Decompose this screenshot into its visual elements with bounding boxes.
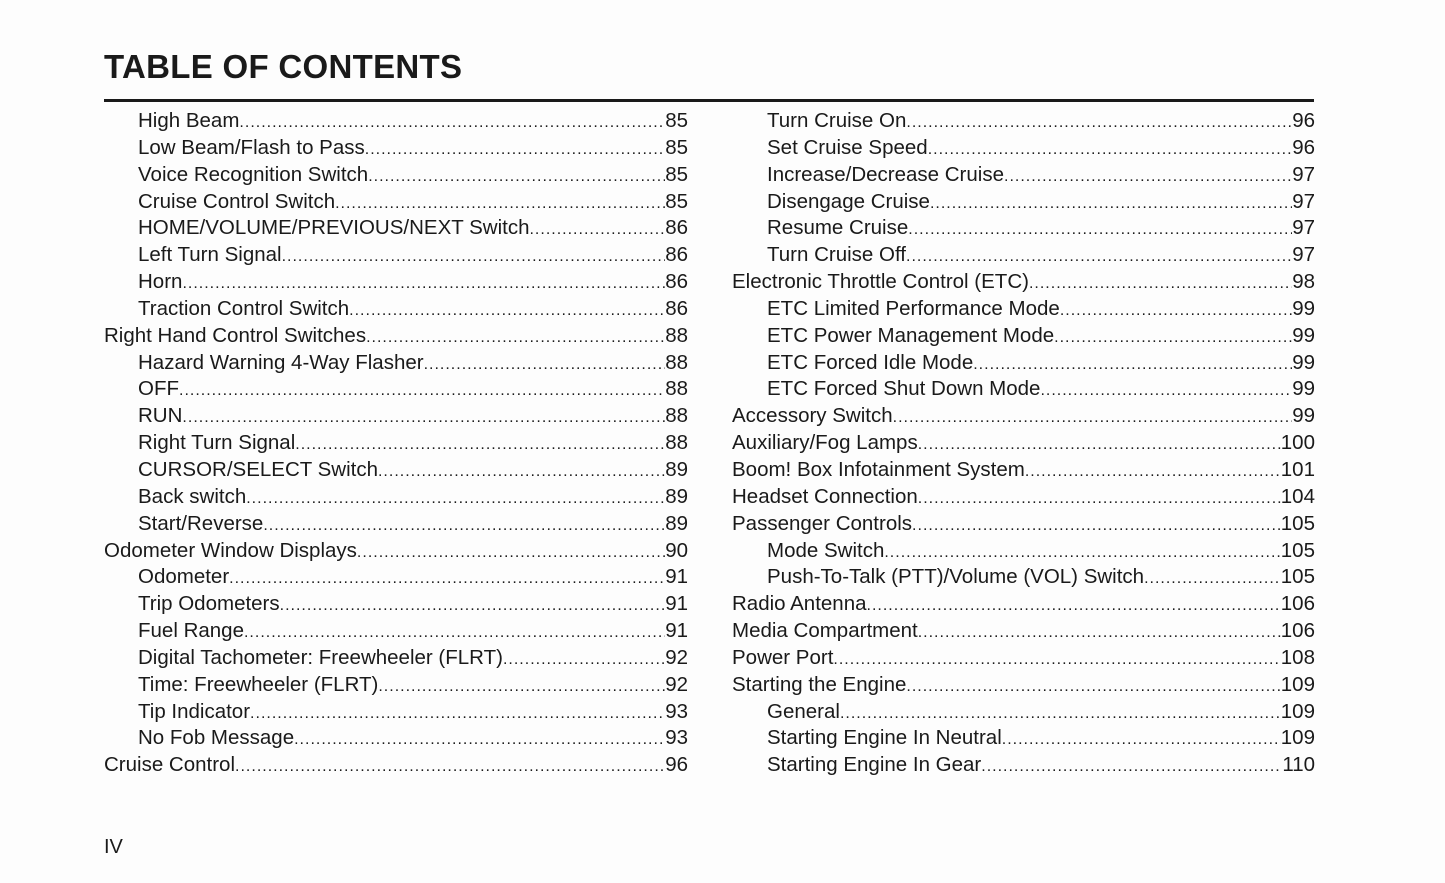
toc-entry-page: 86 (665, 270, 688, 294)
toc-entry-label: Low Beam/Flash to Pass (138, 135, 365, 159)
toc-entry-page: 85 (665, 189, 688, 213)
toc-entry[interactable] (732, 564, 1315, 591)
toc-entry-page: 105 (1280, 538, 1315, 562)
toc-entry[interactable] (732, 296, 1315, 323)
toc-entry-page: 85 (665, 162, 688, 186)
dot-leader (930, 191, 1292, 216)
dot-leader (182, 271, 665, 296)
dot-leader (244, 620, 665, 645)
toc-entry[interactable] (732, 162, 1315, 189)
dot-leader (1002, 727, 1281, 752)
toc-entry-label: Accessory Switch (732, 404, 893, 428)
toc-entry-label: Odometer Window Displays (104, 538, 357, 562)
toc-entry-page: 96 (1292, 135, 1315, 159)
dot-leader (840, 701, 1281, 726)
dot-leader (368, 164, 665, 189)
dot-leader (179, 378, 665, 403)
toc-entry[interactable] (104, 645, 688, 672)
toc-entry-label: Increase/Decrease Cruise (767, 162, 1004, 186)
dot-leader (1029, 271, 1292, 296)
toc-entry[interactable] (104, 752, 688, 779)
toc-entry-page: 100 (1280, 431, 1315, 455)
toc-entry-label: ETC Power Management Mode (767, 323, 1055, 347)
toc-entry-page: 89 (665, 484, 688, 508)
toc-entry-page: 109 (1280, 726, 1315, 750)
toc-entry[interactable] (104, 511, 688, 538)
toc-entry[interactable] (732, 189, 1315, 216)
toc-entry-page: 89 (665, 457, 688, 481)
toc-entry-label: Auxiliary/Fog Lamps (732, 431, 918, 455)
title-divider (104, 99, 1314, 102)
toc-entry-page: 88 (665, 404, 688, 428)
toc-entry[interactable] (732, 699, 1315, 726)
dot-leader (918, 620, 1281, 645)
toc-entry[interactable] (732, 645, 1315, 672)
toc-entry-page: 99 (1292, 404, 1315, 428)
toc-entry-label: RUN (138, 404, 183, 428)
toc-entry[interactable] (104, 538, 688, 565)
toc-entry-page: 88 (665, 377, 688, 401)
toc-entry-page: 92 (665, 645, 688, 669)
toc-entry-label: Digital Tachometer: Freewheeler (FLRT) (138, 645, 503, 669)
dot-leader (182, 405, 665, 430)
toc-entry-label: Radio Antenna (732, 592, 867, 616)
toc-entry-page: 86 (665, 243, 688, 267)
dot-leader (294, 727, 665, 752)
toc-entry-label: Horn (138, 270, 183, 294)
toc-entry-page: 91 (665, 592, 688, 616)
toc-entry-page: 85 (665, 135, 688, 159)
dot-leader (365, 137, 665, 162)
toc-entry-label: Starting Engine In Gear (767, 753, 982, 777)
toc-entry[interactable] (104, 189, 688, 216)
dot-leader (424, 352, 666, 377)
page-title: TABLE OF CONTENTS (104, 48, 463, 85)
dot-leader (893, 405, 1293, 430)
toc-entry[interactable] (104, 108, 688, 135)
toc-entry-label: Resume Cruise (767, 216, 909, 240)
toc-entry[interactable] (732, 215, 1315, 242)
toc-entry-page: 97 (1292, 162, 1315, 186)
toc-entry-page: 96 (1292, 109, 1315, 132)
toc-entry-label: Time: Freewheeler (FLRT) (138, 672, 379, 696)
toc-entry[interactable] (104, 162, 688, 189)
toc-entry-page: 97 (1292, 216, 1315, 240)
toc-entry-label: No Fob Message (138, 726, 295, 750)
dot-leader (906, 110, 1292, 135)
toc-entry[interactable] (104, 376, 688, 403)
toc-entry[interactable] (732, 242, 1315, 269)
toc-entry-page: 110 (1282, 753, 1315, 777)
toc-entry-page: 86 (665, 216, 688, 240)
dot-leader (250, 701, 665, 726)
dot-leader (378, 674, 665, 699)
toc-entry[interactable] (732, 403, 1315, 430)
toc-entry[interactable] (104, 323, 688, 350)
toc-entry-page: 88 (665, 431, 688, 455)
toc-entry-label: Right Turn Signal (138, 431, 296, 455)
toc-entry-page: 105 (1280, 511, 1315, 535)
toc-entry-page: 96 (665, 753, 688, 777)
toc-entry[interactable] (104, 296, 688, 323)
toc-entry[interactable] (732, 376, 1315, 403)
toc-entry-label: Left Turn Signal (138, 243, 282, 267)
toc-entry[interactable] (732, 350, 1315, 377)
toc-entry[interactable] (104, 564, 688, 591)
toc-entry-label: Set Cruise Speed (767, 135, 928, 159)
toc-entry-label: Turn Cruise On (767, 109, 907, 132)
toc-entry-page: 109 (1280, 699, 1315, 723)
toc-entry-page: 98 (1292, 270, 1315, 294)
dot-leader (1004, 164, 1292, 189)
dot-leader (263, 513, 665, 538)
toc-entry[interactable] (104, 242, 688, 269)
dot-leader (229, 566, 665, 591)
toc-entry[interactable] (104, 135, 688, 162)
toc-entry[interactable] (104, 403, 688, 430)
toc-entry[interactable] (104, 269, 688, 296)
toc-entry[interactable] (732, 725, 1315, 752)
dot-leader (503, 647, 665, 672)
dot-leader (235, 754, 665, 779)
dot-leader (280, 593, 666, 618)
toc-entry-label: Fuel Range (138, 619, 244, 643)
dot-leader (906, 244, 1292, 269)
dot-leader (867, 593, 1281, 618)
dot-leader (246, 486, 665, 511)
toc-entry[interactable] (104, 725, 688, 752)
toc-entry-label: Media Compartment (732, 619, 918, 643)
toc-entry-page: 88 (665, 350, 688, 374)
dot-leader (378, 459, 665, 484)
dot-leader (357, 540, 665, 565)
toc-entry-page: 89 (665, 511, 688, 535)
toc-entry-page: 91 (665, 619, 688, 643)
toc-entry-page: 101 (1280, 457, 1315, 481)
toc-entry[interactable] (732, 269, 1315, 296)
toc-entry[interactable] (104, 350, 688, 377)
dot-leader (529, 217, 665, 242)
dot-leader (1025, 459, 1281, 484)
toc-entry-label: Trip Odometers (138, 592, 280, 616)
toc-entry-page: 86 (665, 296, 688, 320)
dot-leader (833, 647, 1280, 672)
dot-leader (349, 298, 665, 323)
dot-leader (906, 674, 1280, 699)
toc-entry[interactable] (732, 511, 1315, 538)
toc-entry-label: General (767, 699, 840, 723)
toc-entry[interactable] (732, 135, 1315, 162)
dot-leader (295, 432, 665, 457)
dot-leader (928, 137, 1293, 162)
toc-entry[interactable] (104, 430, 688, 457)
toc-entry[interactable] (732, 752, 1315, 779)
toc-entry-page: 85 (665, 109, 688, 132)
toc-entry[interactable] (732, 108, 1315, 135)
toc-entry-label: Power Port (732, 645, 834, 669)
dot-leader (1060, 298, 1292, 323)
toc-entry-page: 109 (1280, 672, 1315, 696)
toc-entry-page: 92 (665, 672, 688, 696)
toc-entry-label: Electronic Throttle Control (ETC) (732, 270, 1029, 294)
toc-entry-page: 93 (665, 726, 688, 750)
toc-entry-label: ETC Forced Idle Mode (767, 350, 974, 374)
dot-leader (981, 754, 1282, 779)
dot-leader (908, 217, 1292, 242)
toc-entry-page: 97 (1292, 243, 1315, 267)
dot-leader (918, 432, 1281, 457)
toc-entry-label: Headset Connection (732, 484, 918, 508)
toc-entry-label: Starting the Engine (732, 672, 907, 696)
toc-entry-label: Cruise Control (104, 753, 236, 777)
toc-entry-page: 108 (1280, 645, 1315, 669)
dot-leader (912, 513, 1281, 538)
toc-entry-page: 90 (665, 538, 688, 562)
dot-leader (335, 191, 665, 216)
toc-entry-label: Traction Control Switch (138, 296, 350, 320)
toc-entry-page: 93 (665, 699, 688, 723)
toc-entry[interactable] (104, 457, 688, 484)
toc-entry[interactable] (732, 430, 1315, 457)
toc-entry-label: Right Hand Control Switches (104, 323, 367, 347)
toc-entry-label: High Beam (138, 109, 240, 132)
dot-leader (366, 325, 665, 350)
toc-entry-label: Cruise Control Switch (138, 189, 336, 213)
toc-entry-label: OFF (138, 377, 179, 401)
toc-entry[interactable] (732, 538, 1315, 565)
page-number: IV (104, 836, 123, 858)
toc-entry-page: 106 (1280, 619, 1315, 643)
toc-entry-label: Odometer (138, 565, 230, 589)
toc-entry-label: Start/Reverse (138, 511, 264, 535)
toc-entry[interactable] (104, 484, 688, 511)
toc-entry-page: 106 (1280, 592, 1315, 616)
toc-entry-label: Passenger Controls (732, 511, 913, 535)
toc-entry-label: Turn Cruise Off (767, 243, 906, 267)
toc-entry-label: Mode Switch (767, 538, 885, 562)
toc-entry-label: Starting Engine In Neutral (767, 726, 1002, 750)
toc-entry[interactable] (104, 215, 688, 242)
toc-entry-page: 105 (1280, 565, 1315, 589)
toc-entry[interactable] (104, 672, 688, 699)
toc-entry-label: Boom! Box Infotainment System (732, 457, 1025, 481)
toc-entry-label: Push-To-Talk (PTT)/Volume (VOL) Switch (767, 565, 1145, 589)
dot-leader (239, 110, 665, 135)
toc-entry[interactable] (732, 591, 1315, 618)
toc-entry[interactable] (104, 618, 688, 645)
toc-entry-page: 99 (1292, 296, 1315, 320)
toc-entry-label: Tip Indicator (138, 699, 251, 723)
toc-entry-label: Disengage Cruise (767, 189, 930, 213)
toc-entry-label: Back switch (138, 484, 247, 508)
dot-leader (973, 352, 1292, 377)
toc-entry-label: Hazard Warning 4-Way Flasher (138, 350, 424, 374)
dot-leader (1144, 566, 1281, 591)
toc-left-column (104, 108, 688, 779)
toc-entry[interactable] (104, 699, 688, 726)
toc-right-column (732, 108, 1315, 779)
toc-entry-label: HOME/VOLUME/PREVIOUS/NEXT Switch (138, 216, 530, 240)
toc-entry[interactable] (732, 672, 1315, 699)
dot-leader (1040, 378, 1292, 403)
dot-leader (918, 486, 1281, 511)
toc-entry-page: 104 (1280, 484, 1315, 508)
toc-entry-label: CURSOR/SELECT Switch (138, 457, 378, 481)
toc-entry[interactable] (732, 457, 1315, 484)
toc-entry-page: 91 (665, 565, 688, 589)
toc-entry[interactable] (732, 323, 1315, 350)
toc-entry-page: 99 (1292, 323, 1315, 347)
toc-entry-page: 99 (1292, 377, 1315, 401)
toc-entry[interactable] (732, 484, 1315, 511)
toc-entry-page: 88 (665, 323, 688, 347)
toc-entry-label: ETC Forced Shut Down Mode (767, 377, 1041, 401)
toc-entry-page: 99 (1292, 350, 1315, 374)
toc-entry-label: Voice Recognition Switch (138, 162, 369, 186)
toc-entry-page: 97 (1292, 189, 1315, 213)
dot-leader (282, 244, 666, 269)
toc-entry[interactable] (732, 618, 1315, 645)
dot-leader (1054, 325, 1292, 350)
toc-entry[interactable] (104, 591, 688, 618)
toc-entry-label: ETC Limited Performance Mode (767, 296, 1060, 320)
dot-leader (884, 540, 1280, 565)
